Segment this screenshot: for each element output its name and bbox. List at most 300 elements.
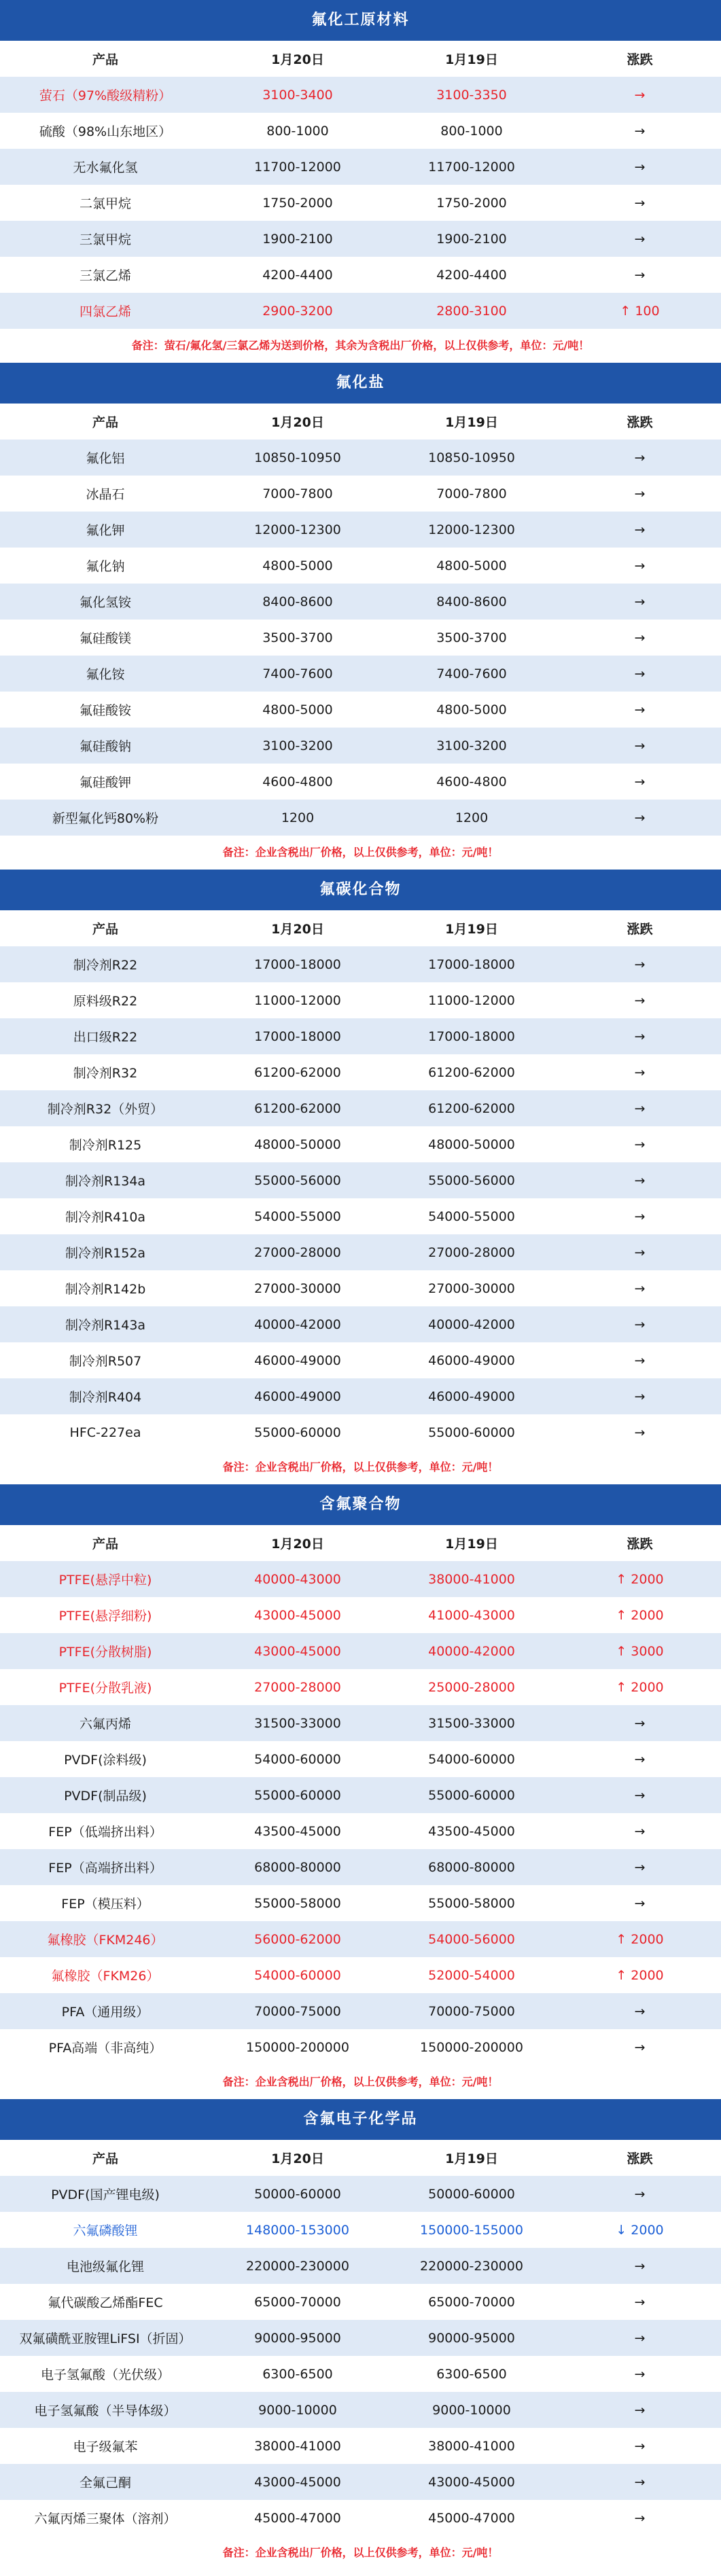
price-jan19: 11000-12000 (428, 992, 515, 1008)
table-row (0, 1597, 721, 1633)
price-jan20: 220000-230000 (246, 2258, 349, 2274)
price-jan19: 25000-28000 (428, 1679, 515, 1695)
table-row (0, 293, 721, 329)
price-jan19: 70000-75000 (428, 2003, 515, 2019)
section-fluorocarbons (0, 870, 721, 1484)
product-name: 硫酸（98%山东地区） (39, 124, 172, 139)
price-jan20: 40000-42000 (254, 1317, 341, 1332)
price-jan19: 8400-8600 (436, 594, 507, 609)
table-row (0, 185, 721, 221)
product-name: 制冷剂R143a (65, 1318, 146, 1333)
section-raw-materials (0, 0, 721, 363)
price-jan20: 148000-153000 (246, 2222, 349, 2238)
table-row (0, 2284, 721, 2320)
price-jan19: 61200-62000 (428, 1101, 515, 1116)
price-jan19: 4600-4800 (436, 774, 507, 789)
price-change: → (634, 558, 646, 573)
product-name: 氟化铵 (86, 667, 125, 682)
price-jan19: 48000-50000 (428, 1137, 515, 1152)
price-jan19: 4800-5000 (436, 558, 507, 573)
col-header-date1: 1月20日 (271, 922, 324, 937)
price-jan19: 11700-12000 (428, 159, 515, 175)
price-change: → (634, 1209, 646, 1224)
price-jan20: 8400-8600 (262, 594, 333, 609)
price-change: → (634, 1389, 646, 1404)
price-jan20: 65000-70000 (254, 2294, 341, 2310)
col-header-date2: 1月19日 (445, 52, 498, 67)
table-row (0, 1378, 721, 1414)
price-jan19: 1900-2100 (436, 231, 507, 247)
price-change: → (634, 2294, 646, 2310)
table-row (0, 1234, 721, 1270)
product-name: 三氯甲烷 (79, 232, 131, 247)
col-header-date2: 1月19日 (445, 1537, 498, 1552)
price-change: → (634, 1895, 646, 1911)
table-row (0, 1777, 721, 1813)
product-name: 双氟磺酰亚胺锂LiFSI（折固） (19, 2331, 192, 2346)
price-change: → (634, 1353, 646, 1368)
price-jan19: 6300-6500 (436, 2366, 507, 2382)
price-jan19: 4200-4400 (436, 267, 507, 283)
product-name: 冰晶石 (86, 487, 125, 502)
price-change: → (634, 2330, 646, 2346)
price-change: → (634, 2258, 646, 2274)
price-change: ↑ 2000 (616, 1607, 664, 1623)
table-row (0, 149, 721, 185)
price-jan20: 48000-50000 (254, 1137, 341, 1152)
price-change: → (634, 1101, 646, 1116)
product-name: 氟橡胶（FKM246） (47, 1933, 164, 1948)
table-row (0, 1414, 721, 1450)
product-name: 三氯乙烯 (79, 268, 131, 283)
price-change: → (634, 1245, 646, 1260)
price-jan19: 27000-28000 (428, 1245, 515, 1260)
product-name: PTFE(分散乳液) (58, 1681, 152, 1696)
table-row (0, 476, 721, 512)
product-name: 出口级R22 (73, 1030, 138, 1045)
price-jan20: 12000-12300 (254, 522, 341, 537)
product-name: PFA（通用级） (61, 2005, 150, 2020)
table-body (0, 1561, 721, 2065)
price-jan19: 61200-62000 (428, 1065, 515, 1080)
price-jan19: 9000-10000 (432, 2402, 511, 2418)
price-jan20: 54000-55000 (254, 1209, 341, 1224)
table-row (0, 1849, 721, 1885)
table-row (0, 1921, 721, 1957)
price-change: → (634, 956, 646, 972)
table-row (0, 1270, 721, 1306)
price-change: → (634, 123, 646, 139)
price-change: → (634, 2186, 646, 2202)
price-jan20: 2900-3200 (262, 303, 333, 319)
section-note: 备注：企业含税出厂价格，以上仅供参考，单位：元/吨！ (0, 836, 721, 870)
section-note: 备注：萤石/氟化氢/三氯乙烯为送到价格，其余为含税出厂价格，以上仅供参考，单位：元/吨！ (0, 329, 721, 363)
price-change: → (634, 450, 646, 465)
price-jan19: 800-1000 (440, 123, 503, 139)
section-note: 备注：企业含税出厂价格，以上仅供参考，单位：元/吨！ (0, 2065, 721, 2099)
price-jan19: 38000-41000 (428, 1571, 515, 1587)
col-header-product: 产品 (92, 2151, 118, 2166)
price-jan20: 6300-6500 (262, 2366, 333, 2382)
price-jan19: 7000-7800 (436, 486, 507, 501)
price-change: → (634, 1715, 646, 1731)
table-row (0, 2248, 721, 2284)
price-jan19: 150000-155000 (420, 2222, 523, 2238)
col-header-change: 涨跌 (627, 415, 653, 430)
table-row (0, 1306, 721, 1342)
price-jan20: 27000-28000 (254, 1245, 341, 1260)
section-fluoropolymers (0, 1484, 721, 2099)
price-jan20: 17000-18000 (254, 1028, 341, 1044)
col-header-date2: 1月19日 (445, 2151, 498, 2166)
price-jan19: 220000-230000 (420, 2258, 523, 2274)
price-jan20: 27000-28000 (254, 1679, 341, 1695)
price-change: → (634, 2438, 646, 2454)
price-change: ↑ 2000 (616, 1931, 664, 1947)
price-jan20: 70000-75000 (254, 2003, 341, 2019)
table-row (0, 1126, 721, 1162)
product-name: 全氟己酮 (79, 2475, 131, 2490)
column-header-row (0, 910, 721, 946)
table-row (0, 800, 721, 836)
table-row (0, 1741, 721, 1777)
price-jan19: 17000-18000 (428, 956, 515, 972)
price-jan20: 90000-95000 (254, 2330, 341, 2346)
price-jan19: 43000-45000 (428, 2474, 515, 2490)
price-jan20: 43000-45000 (254, 1607, 341, 1623)
price-jan20: 61200-62000 (254, 1101, 341, 1116)
product-name: PTFE(分散树脂) (58, 1645, 152, 1660)
table-row (0, 1090, 721, 1126)
price-jan19: 90000-95000 (428, 2330, 515, 2346)
price-jan20: 55000-58000 (254, 1895, 341, 1911)
product-name: 氟化钾 (86, 523, 125, 538)
price-change: → (634, 810, 646, 825)
price-jan19: 55000-56000 (428, 1173, 515, 1188)
price-change: → (634, 1751, 646, 1767)
product-name: 制冷剂R507 (69, 1354, 142, 1369)
price-change: → (634, 1787, 646, 1803)
product-name: 制冷剂R22 (73, 958, 138, 973)
table-row (0, 1054, 721, 1090)
product-name: 电子级氟苯 (73, 2439, 138, 2454)
table-row (0, 1957, 721, 1993)
product-name: 电子氢氟酸（光伏级） (40, 2367, 170, 2382)
price-jan19: 10850-10950 (428, 450, 515, 465)
column-header-row (0, 2140, 721, 2176)
price-change: → (634, 1823, 646, 1839)
table-row (0, 946, 721, 982)
product-name: FEP（低端挤出料） (48, 1825, 162, 1840)
price-jan20: 46000-49000 (254, 1353, 341, 1368)
product-name: 制冷剂R404 (69, 1390, 142, 1405)
product-name: 二氯甲烷 (79, 196, 131, 211)
price-change: ↑ 2000 (616, 1571, 664, 1587)
section-title: 含氟聚合物 (0, 1484, 721, 1525)
price-change: → (634, 522, 646, 537)
table-row (0, 2356, 721, 2392)
price-jan20: 56000-62000 (254, 1931, 341, 1947)
table-row (0, 1705, 721, 1741)
price-jan20: 4800-5000 (262, 702, 333, 717)
column-header-row (0, 41, 721, 77)
section-fluoride-salts (0, 363, 721, 870)
price-jan19: 54000-60000 (428, 1751, 515, 1767)
table-row (0, 2029, 721, 2065)
price-jan20: 4200-4400 (262, 267, 333, 283)
table-row (0, 1813, 721, 1849)
table-row (0, 548, 721, 584)
price-jan20: 31500-33000 (254, 1715, 341, 1731)
table-row (0, 1885, 721, 1921)
price-jan19: 17000-18000 (428, 1028, 515, 1044)
price-jan19: 27000-30000 (428, 1281, 515, 1296)
col-header-product: 产品 (92, 52, 118, 67)
price-jan20: 55000-60000 (254, 1425, 341, 1440)
table-row (0, 1018, 721, 1054)
table-row (0, 1342, 721, 1378)
price-jan19: 7400-7600 (436, 666, 507, 681)
price-jan20: 68000-80000 (254, 1859, 341, 1875)
product-name: 氟硅酸钠 (79, 739, 131, 754)
price-change: → (634, 1859, 646, 1875)
product-name: 电子氢氟酸（半导体级） (34, 2403, 177, 2418)
table-row (0, 77, 721, 113)
table-row (0, 1561, 721, 1597)
col-header-date1: 1月20日 (271, 2151, 324, 2166)
price-jan19: 12000-12300 (428, 522, 515, 537)
price-change: → (634, 87, 646, 103)
product-name: 制冷剂R410a (65, 1210, 146, 1225)
section-title: 含氟电子化学品 (0, 2099, 721, 2140)
table-row (0, 113, 721, 149)
price-jan20: 43500-45000 (254, 1823, 341, 1839)
product-name: 氟硅酸铵 (79, 703, 131, 718)
price-jan20: 1200 (281, 810, 315, 825)
price-jan20: 50000-60000 (254, 2186, 341, 2202)
table-row (0, 2176, 721, 2212)
product-name: 制冷剂R134a (65, 1174, 146, 1189)
product-name: FEP（高端挤出料） (48, 1861, 162, 1876)
product-name: 六氟丙烯三聚体（溶剂） (34, 2511, 177, 2526)
price-change: ↓ 2000 (616, 2222, 664, 2238)
price-change: → (634, 2510, 646, 2526)
table-body (0, 2176, 721, 2536)
price-change: → (634, 594, 646, 609)
price-jan20: 17000-18000 (254, 956, 341, 972)
col-header-product: 产品 (92, 415, 118, 430)
price-jan20: 55000-56000 (254, 1173, 341, 1188)
column-header-row (0, 404, 721, 440)
price-jan20: 7400-7600 (262, 666, 333, 681)
price-jan20: 54000-60000 (254, 1967, 341, 1983)
table-row (0, 1162, 721, 1198)
product-name: 制冷剂R32 (73, 1066, 138, 1081)
col-header-change: 涨跌 (627, 2151, 653, 2166)
price-jan20: 46000-49000 (254, 1389, 341, 1404)
price-change: → (634, 486, 646, 501)
price-jan19: 52000-54000 (428, 1967, 515, 1983)
price-jan20: 3100-3400 (262, 87, 333, 103)
product-name: 电池级氟化锂 (66, 2259, 144, 2274)
price-change: → (634, 2402, 646, 2418)
table-row (0, 2212, 721, 2248)
price-jan19: 50000-60000 (428, 2186, 515, 2202)
price-jan20: 61200-62000 (254, 1065, 341, 1080)
table-row (0, 692, 721, 728)
price-jan20: 4800-5000 (262, 558, 333, 573)
price-jan20: 27000-30000 (254, 1281, 341, 1296)
price-change: → (634, 1028, 646, 1044)
product-name: 制冷剂R125 (69, 1138, 142, 1153)
price-jan19: 38000-41000 (428, 2438, 515, 2454)
price-change: → (634, 1425, 646, 1440)
price-change: ↑ 2000 (616, 1679, 664, 1695)
price-change: ↑ 2000 (616, 1967, 664, 1983)
price-change: → (634, 2474, 646, 2490)
price-jan20: 1750-2000 (262, 195, 333, 211)
price-change: → (634, 1065, 646, 1080)
section-electronic-chemicals (0, 2099, 721, 2570)
price-jan19: 43500-45000 (428, 1823, 515, 1839)
table-row (0, 2320, 721, 2356)
col-header-date1: 1月20日 (271, 415, 324, 430)
price-jan19: 4800-5000 (436, 702, 507, 717)
product-name: 制冷剂R32（外贸） (47, 1102, 164, 1117)
section-title: 氟化工原材料 (0, 0, 721, 41)
product-name: 氟化铝 (86, 451, 125, 466)
product-name: PTFE(悬浮中粒) (58, 1573, 152, 1588)
price-jan20: 55000-60000 (254, 1787, 341, 1803)
product-name: PTFE(悬浮细粉) (58, 1609, 152, 1624)
col-header-change: 涨跌 (627, 1537, 653, 1552)
price-jan19: 55000-60000 (428, 1425, 515, 1440)
price-jan20: 54000-60000 (254, 1751, 341, 1767)
price-jan19: 40000-42000 (428, 1643, 515, 1659)
price-change: → (634, 195, 646, 211)
col-header-product: 产品 (92, 1537, 118, 1552)
price-jan20: 45000-47000 (254, 2510, 341, 2526)
price-change: ↑ 100 (620, 303, 660, 319)
price-jan20: 38000-41000 (254, 2438, 341, 2454)
col-header-date2: 1月19日 (445, 415, 498, 430)
col-header-date2: 1月19日 (445, 922, 498, 937)
table-row (0, 1198, 721, 1234)
price-jan19: 40000-42000 (428, 1317, 515, 1332)
table-row (0, 512, 721, 548)
table-row (0, 584, 721, 620)
price-jan19: 54000-56000 (428, 1931, 515, 1947)
product-name: PVDF(涂料级) (64, 1753, 147, 1768)
price-change: → (634, 1317, 646, 1332)
col-header-date1: 1月20日 (271, 52, 324, 67)
product-name: 氟代碳酸乙烯酯FEC (48, 2295, 163, 2310)
price-change: → (634, 666, 646, 681)
price-jan19: 65000-70000 (428, 2294, 515, 2310)
price-change: → (634, 1173, 646, 1188)
table-row (0, 2464, 721, 2500)
table-body (0, 946, 721, 1450)
price-jan20: 10850-10950 (254, 450, 341, 465)
product-name: 氟橡胶（FKM26） (51, 1969, 160, 1984)
product-name: 制冷剂R152a (65, 1246, 146, 1261)
price-change: → (634, 231, 646, 247)
product-name: 原料级R22 (73, 994, 138, 1009)
price-jan20: 3500-3700 (262, 630, 333, 645)
price-jan19: 31500-33000 (428, 1715, 515, 1731)
product-name: 氟化氢铵 (79, 595, 131, 610)
price-change: → (634, 2039, 646, 2055)
table-row (0, 656, 721, 692)
product-name: 六氟丙烯 (79, 1717, 131, 1732)
table-row (0, 764, 721, 800)
section-title: 氟化盐 (0, 363, 721, 404)
price-jan20: 11700-12000 (254, 159, 341, 175)
price-jan20: 4600-4800 (262, 774, 333, 789)
table-body (0, 77, 721, 329)
col-header-change: 涨跌 (627, 922, 653, 937)
table-row (0, 2392, 721, 2428)
price-jan19: 54000-55000 (428, 1209, 515, 1224)
table-row (0, 440, 721, 476)
price-jan19: 68000-80000 (428, 1859, 515, 1875)
product-name: FEP（模压料） (61, 1897, 150, 1912)
product-name: 萤石（97%酸级精粉） (39, 88, 172, 103)
price-jan19: 41000-43000 (428, 1607, 515, 1623)
price-jan20: 40000-43000 (254, 1571, 341, 1587)
price-change: → (634, 267, 646, 283)
price-jan19: 150000-200000 (420, 2039, 523, 2055)
price-jan19: 45000-47000 (428, 2510, 515, 2526)
product-name: 氟硅酸钾 (79, 775, 131, 790)
price-change: → (634, 2003, 646, 2019)
col-header-product: 产品 (92, 922, 118, 937)
product-name: 氟硅酸镁 (79, 631, 131, 646)
col-header-change: 涨跌 (627, 52, 653, 67)
price-jan19: 1200 (455, 810, 489, 825)
product-name: PVDF(国产锂电级) (51, 2187, 160, 2202)
price-jan19: 1750-2000 (436, 195, 507, 211)
price-change: → (634, 159, 646, 175)
price-jan19: 46000-49000 (428, 1353, 515, 1368)
col-header-date1: 1月20日 (271, 1537, 324, 1552)
table-row (0, 2500, 721, 2536)
section-note: 备注：企业含税出厂价格，以上仅供参考，单位：元/吨！ (0, 2536, 721, 2570)
price-jan20: 43000-45000 (254, 2474, 341, 2490)
table-row (0, 2428, 721, 2464)
table-row (0, 728, 721, 764)
product-name: 制冷剂R142b (65, 1282, 146, 1297)
price-jan19: 46000-49000 (428, 1389, 515, 1404)
price-change: → (634, 1137, 646, 1152)
price-jan19: 55000-58000 (428, 1895, 515, 1911)
price-jan20: 11000-12000 (254, 992, 341, 1008)
table-row (0, 1669, 721, 1705)
price-change: → (634, 702, 646, 717)
price-jan20: 1900-2100 (262, 231, 333, 247)
price-jan20: 3100-3200 (262, 738, 333, 753)
price-change: → (634, 738, 646, 753)
price-jan20: 800-1000 (266, 123, 329, 139)
product-name: 新型氟化钙80%粉 (52, 811, 159, 826)
table-row (0, 982, 721, 1018)
price-change: → (634, 774, 646, 789)
price-jan19: 3100-3350 (436, 87, 507, 103)
product-name: PVDF(制品级) (64, 1789, 147, 1804)
price-change: → (634, 630, 646, 645)
price-jan19: 3500-3700 (436, 630, 507, 645)
product-name: 四氯乙烯 (79, 304, 131, 319)
